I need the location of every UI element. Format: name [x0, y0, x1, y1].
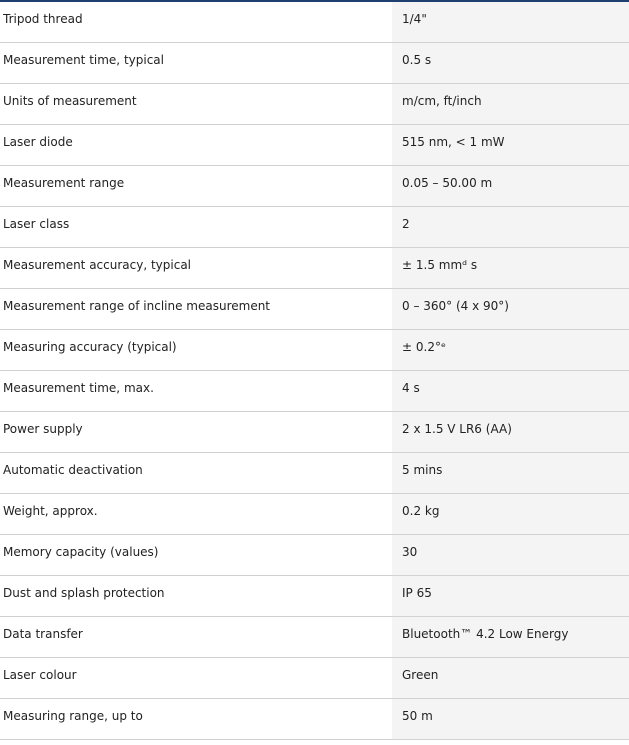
spec-value: m/cm, ft/inch	[392, 84, 629, 124]
spec-value: 0 – 360° (4 x 90°)	[392, 289, 629, 329]
spec-label: Dust and splash protection	[0, 576, 392, 616]
spec-row-tripod-thread	[0, 2, 629, 43]
spec-label: Measurement range of incline measurement	[0, 289, 392, 329]
spec-value: 2	[392, 207, 629, 247]
spec-row-laser-class	[0, 207, 629, 248]
spec-label: Measurement accuracy, typical	[0, 248, 392, 288]
spec-value: IP 65	[392, 576, 629, 616]
spec-row-units-of-measurement	[0, 84, 629, 125]
spec-label: Memory capacity (values)	[0, 535, 392, 575]
spec-row-weight	[0, 494, 629, 535]
spec-label: Laser diode	[0, 125, 392, 165]
spec-row-incline-measurement-range	[0, 289, 629, 330]
spec-row-measuring-range-up-to	[0, 699, 629, 740]
spec-label: Laser class	[0, 207, 392, 247]
spec-row-laser-colour	[0, 658, 629, 699]
spec-value: ± 1.5 mmᵈ s	[392, 248, 629, 288]
spec-value: 1/4"	[392, 2, 629, 42]
spec-row-measuring-accuracy-typical	[0, 330, 629, 371]
spec-value: 30	[392, 535, 629, 575]
spec-value: Green	[392, 658, 629, 698]
spec-label: Automatic deactivation	[0, 453, 392, 493]
spec-value: 515 nm, < 1 mW	[392, 125, 629, 165]
spec-value: 4 s	[392, 371, 629, 411]
spec-value: 2 x 1.5 V LR6 (AA)	[392, 412, 629, 452]
spec-row-measurement-time-max	[0, 371, 629, 412]
spec-label: Measuring range, up to	[0, 699, 392, 739]
spec-label: Weight, approx.	[0, 494, 392, 534]
spec-row-measurement-accuracy-typical	[0, 248, 629, 289]
spec-label: Measuring accuracy (typical)	[0, 330, 392, 370]
spec-row-laser-diode	[0, 125, 629, 166]
spec-row-power-supply	[0, 412, 629, 453]
spec-row-automatic-deactivation	[0, 453, 629, 494]
spec-value: 0.05 – 50.00 m	[392, 166, 629, 206]
spec-row-measurement-time-typical	[0, 43, 629, 84]
spec-value: 5 mins	[392, 453, 629, 493]
spec-label: Laser colour	[0, 658, 392, 698]
spec-row-memory-capacity	[0, 535, 629, 576]
spec-label: Measurement time, max.	[0, 371, 392, 411]
spec-value: 0.5 s	[392, 43, 629, 83]
spec-label: Units of measurement	[0, 84, 392, 124]
spec-label: Measurement range	[0, 166, 392, 206]
spec-value: 0.2 kg	[392, 494, 629, 534]
spec-row-measurement-range	[0, 166, 629, 207]
spec-row-data-transfer	[0, 617, 629, 658]
spec-value: 50 m	[392, 699, 629, 739]
spec-row-dust-splash-protection	[0, 576, 629, 617]
spec-label: Data transfer	[0, 617, 392, 657]
spec-value: ± 0.2°ᵉ	[392, 330, 629, 370]
spec-label: Measurement time, typical	[0, 43, 392, 83]
spec-label: Power supply	[0, 412, 392, 452]
spec-value: Bluetooth™ 4.2 Low Energy	[392, 617, 629, 657]
spec-label: Tripod thread	[0, 2, 392, 42]
